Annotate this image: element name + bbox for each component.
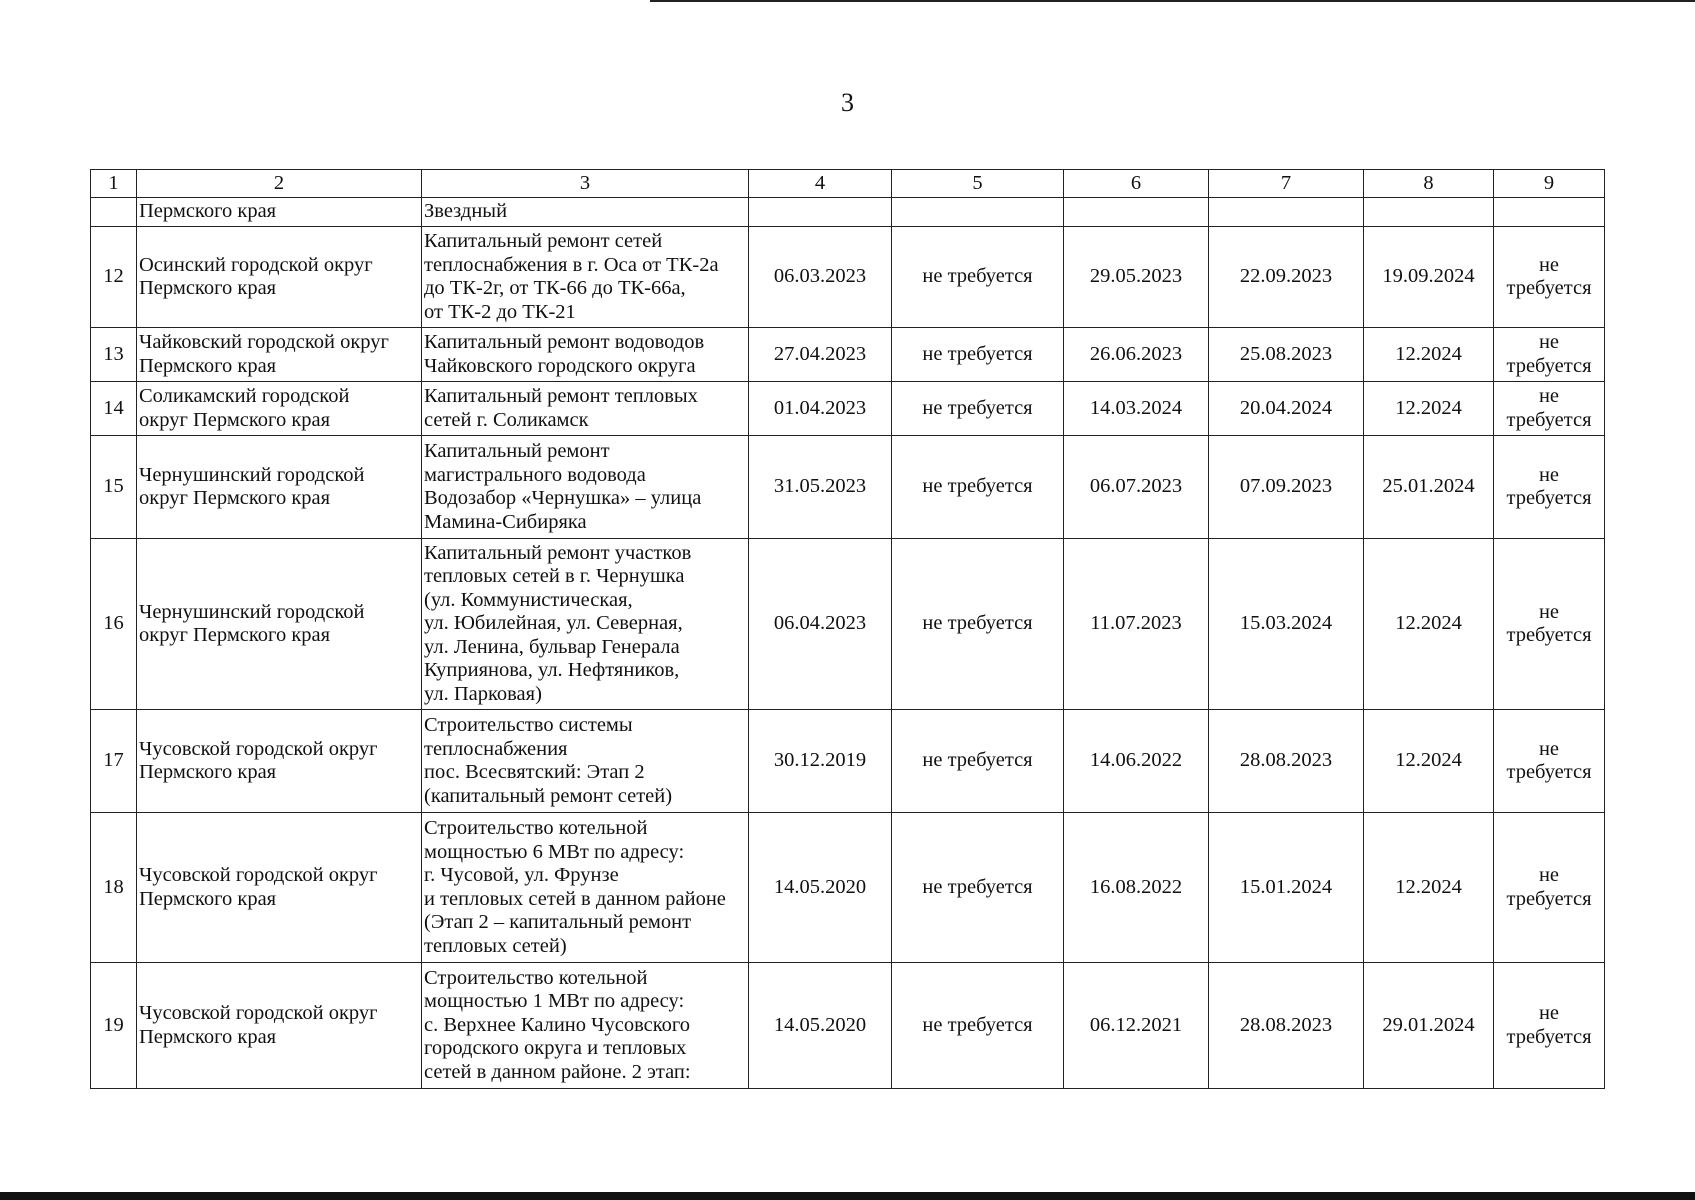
date-cell-7: 15.01.2024 <box>1209 813 1364 963</box>
district-cell: Чусовской городской округ Пермского края <box>137 710 422 813</box>
object-cell: Капитальный ремонт магистрального водовода Водозабор «Чернушка» – улица Мамина-Сибиряка <box>422 436 749 539</box>
date-cell-7: 20.04.2024 <box>1209 382 1364 436</box>
status-cell-5: не требуется <box>892 328 1064 382</box>
date-cell-4: 27.04.2023 <box>749 328 892 382</box>
date-cell-4: 14.05.2020 <box>749 813 892 963</box>
header-cell-1: 1 <box>91 170 137 198</box>
table-row <box>91 436 1605 539</box>
date-cell-8: 12.2024 <box>1364 539 1494 710</box>
date-cell-6: 16.08.2022 <box>1064 813 1209 963</box>
status-cell-9: не требуется <box>1494 436 1605 539</box>
status-cell-5: не требуется <box>892 382 1064 436</box>
date-cell-6: 26.06.2023 <box>1064 328 1209 382</box>
date-cell-6: 29.05.2023 <box>1064 227 1209 328</box>
date-cell-7: 15.03.2024 <box>1209 539 1364 710</box>
row-number: 19 <box>91 963 137 1089</box>
status-cell-5: не требуется <box>892 227 1064 328</box>
row-number: 15 <box>91 436 137 539</box>
row-number: 16 <box>91 539 137 710</box>
header-cell-6: 6 <box>1064 170 1209 198</box>
object-cell: Капитальный ремонт водоводов Чайковского городского округа <box>422 328 749 382</box>
district-cell: Чусовской городской округ Пермского края <box>137 813 422 963</box>
object-cell: Строительство котельной мощностью 6 МВт по адресу: г. Чусовой, ул. Фрунзе и тепловых сетей в данном районе (Этап 2 – капитальный ремонт тепловых сетей) <box>422 813 749 963</box>
district-cell: Чернушинский городской округ Пермского края <box>137 436 422 539</box>
status-cell-5: не требуется <box>892 813 1064 963</box>
date-cell-4: 14.05.2020 <box>749 963 892 1089</box>
row-number: 17 <box>91 710 137 813</box>
status-cell-5: не требуется <box>892 539 1064 710</box>
date-cell-4 <box>749 198 892 227</box>
date-cell-7: 25.08.2023 <box>1209 328 1364 382</box>
date-cell-4: 30.12.2019 <box>749 710 892 813</box>
object-cell: Капитальный ремонт участков тепловых сетей в г. Чернушка (ул. Коммунистическая, ул. Юбилейная, ул. Северная, ул. Ленина, бульвар Генерала Куприянова, ул. Нефтяников, ул. Парковая) <box>422 539 749 710</box>
district-cell: Чернушинский городской округ Пермского края <box>137 539 422 710</box>
date-cell-7: 28.08.2023 <box>1209 963 1364 1089</box>
date-cell-6 <box>1064 198 1209 227</box>
header-cell-5: 5 <box>892 170 1064 198</box>
status-cell-9: не требуется <box>1494 539 1605 710</box>
date-cell-6: 06.12.2021 <box>1064 963 1209 1089</box>
date-cell-4: 06.03.2023 <box>749 227 892 328</box>
date-cell-8: 19.09.2024 <box>1364 227 1494 328</box>
top-border-line <box>650 0 1695 2</box>
row-number: 18 <box>91 813 137 963</box>
table-row <box>91 328 1605 382</box>
date-cell-8: 12.2024 <box>1364 382 1494 436</box>
date-cell-8: 12.2024 <box>1364 328 1494 382</box>
status-cell-5: не требуется <box>892 963 1064 1089</box>
table-row <box>91 382 1605 436</box>
row-number: 14 <box>91 382 137 436</box>
header-cell-9: 9 <box>1494 170 1605 198</box>
bottom-scan-border <box>0 1192 1695 1200</box>
header-cell-3: 3 <box>422 170 749 198</box>
date-cell-6: 06.07.2023 <box>1064 436 1209 539</box>
date-cell-8: 29.01.2024 <box>1364 963 1494 1089</box>
status-cell-5: не требуется <box>892 710 1064 813</box>
date-cell-6: 14.06.2022 <box>1064 710 1209 813</box>
row-number <box>91 198 137 227</box>
date-cell-4: 06.04.2023 <box>749 539 892 710</box>
header-row <box>91 170 1605 198</box>
table-row <box>91 539 1605 710</box>
district-cell: Пермского края <box>137 198 422 227</box>
table-row <box>91 227 1605 328</box>
district-cell: Соликамский городской округ Пермского края <box>137 382 422 436</box>
object-cell: Капитальный ремонт тепловых сетей г. Соликамск <box>422 382 749 436</box>
table-row <box>91 710 1605 813</box>
date-cell-8 <box>1364 198 1494 227</box>
row-number: 12 <box>91 227 137 328</box>
date-cell-6: 14.03.2024 <box>1064 382 1209 436</box>
district-cell: Чайковский городской округ Пермского края <box>137 328 422 382</box>
object-cell: Строительство котельной мощностью 1 МВт по адресу: с. Верхнее Калино Чусовского городского округа и тепловых сетей в данном районе. 2 этап: <box>422 963 749 1089</box>
status-cell-9: не требуется <box>1494 382 1605 436</box>
object-cell: Капитальный ремонт сетей теплоснабжения в г. Оса от ТК-2а до ТК-2г, от ТК-66 до ТК-66а, от ТК-2 до ТК-21 <box>422 227 749 328</box>
object-cell: Строительство системы теплоснабжения пос. Всесвятский: Этап 2 (капитальный ремонт сетей) <box>422 710 749 813</box>
date-cell-8: 25.01.2024 <box>1364 436 1494 539</box>
date-cell-4: 31.05.2023 <box>749 436 892 539</box>
status-cell-9: не требуется <box>1494 963 1605 1089</box>
district-cell: Осинский городской округ Пермского края <box>137 227 422 328</box>
header-cell-8: 8 <box>1364 170 1494 198</box>
district-cell: Чусовской городской округ Пермского края <box>137 963 422 1089</box>
status-cell-9 <box>1494 198 1605 227</box>
date-cell-8: 12.2024 <box>1364 710 1494 813</box>
header-cell-7: 7 <box>1209 170 1364 198</box>
header-cell-2: 2 <box>137 170 422 198</box>
status-cell-9: не требуется <box>1494 328 1605 382</box>
date-cell-7: 07.09.2023 <box>1209 436 1364 539</box>
date-cell-7 <box>1209 198 1364 227</box>
status-cell-9: не требуется <box>1494 710 1605 813</box>
status-cell-9: не требуется <box>1494 813 1605 963</box>
table-row <box>91 813 1605 963</box>
status-cell-5: не требуется <box>892 436 1064 539</box>
date-cell-4: 01.04.2023 <box>749 382 892 436</box>
header-cell-4: 4 <box>749 170 892 198</box>
table-row <box>91 198 1605 227</box>
status-cell-5 <box>892 198 1064 227</box>
row-number: 13 <box>91 328 137 382</box>
table-row <box>91 963 1605 1089</box>
date-cell-8: 12.2024 <box>1364 813 1494 963</box>
schedule-table <box>90 169 1605 1089</box>
date-cell-7: 28.08.2023 <box>1209 710 1364 813</box>
status-cell-9: не требуется <box>1494 227 1605 328</box>
date-cell-6: 11.07.2023 <box>1064 539 1209 710</box>
page-number: 3 <box>841 88 854 117</box>
object-cell: Звездный <box>422 198 749 227</box>
date-cell-7: 22.09.2023 <box>1209 227 1364 328</box>
